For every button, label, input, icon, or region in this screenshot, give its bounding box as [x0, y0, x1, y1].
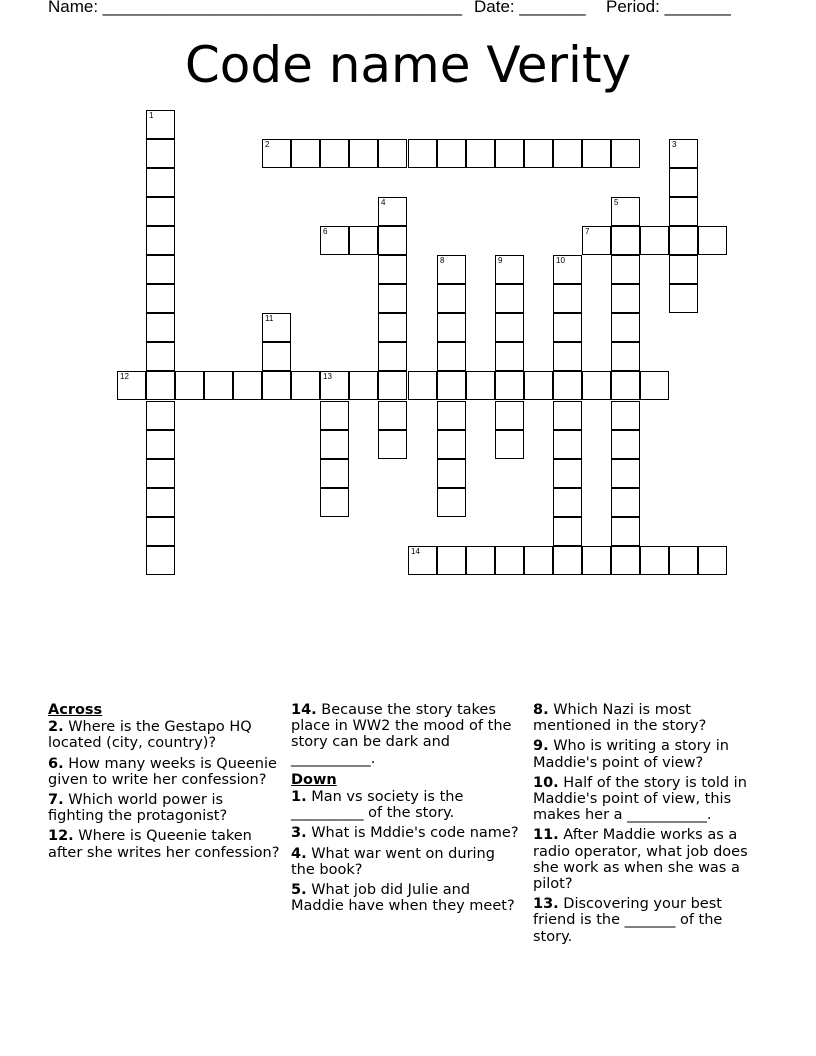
crossword-cell[interactable]	[146, 139, 175, 168]
crossword-cell[interactable]	[437, 313, 466, 342]
crossword-cell[interactable]	[466, 139, 495, 168]
crossword-cell[interactable]	[611, 488, 640, 517]
clues-column-3	[533, 702, 765, 949]
crossword-cell[interactable]	[146, 517, 175, 546]
crossword-cell[interactable]	[175, 371, 204, 400]
crossword-cell[interactable]	[669, 284, 698, 313]
clue-number: 14	[411, 547, 420, 556]
down-clue-4: 4. What war went on during the book?	[291, 845, 495, 878]
down-clue-11: 11. After Maddie works as a radio operator, what job does she work as when she was a pilot?	[533, 827, 748, 893]
crossword-cell[interactable]	[495, 401, 524, 430]
crossword-cell[interactable]	[437, 342, 466, 371]
crossword-cell[interactable]	[117, 371, 146, 400]
crossword-cell[interactable]	[611, 226, 640, 255]
crossword-cell[interactable]	[262, 371, 291, 400]
crossword-cell[interactable]	[669, 197, 698, 226]
crossword-cell[interactable]	[524, 139, 553, 168]
crossword-cell[interactable]	[553, 313, 582, 342]
crossword-cell[interactable]	[146, 168, 175, 197]
crossword-cell[interactable]	[378, 401, 407, 430]
crossword-cell[interactable]	[669, 226, 698, 255]
crossword-cell[interactable]	[582, 226, 611, 255]
crossword-cell[interactable]	[582, 546, 611, 575]
crossword-cell[interactable]	[582, 371, 611, 400]
down-clue-1: 1. Man vs society is the __________ of the story.	[291, 789, 464, 822]
crossword-cell[interactable]	[611, 430, 640, 459]
crossword-cell[interactable]	[378, 197, 407, 226]
down-clue-5: 5. What job did Julie and Maddie have when they meet?	[291, 882, 515, 915]
crossword-cell[interactable]	[698, 546, 727, 575]
crossword-cell[interactable]	[553, 371, 582, 400]
clue-number: 9	[498, 256, 503, 265]
crossword-cell[interactable]	[291, 139, 320, 168]
crossword-cell[interactable]	[437, 546, 466, 575]
clue-number: 8	[440, 256, 445, 265]
crossword-cell[interactable]	[495, 342, 524, 371]
crossword-cell[interactable]	[320, 430, 349, 459]
crossword-cell[interactable]	[553, 546, 582, 575]
crossword-cell[interactable]	[495, 255, 524, 284]
crossword-cell[interactable]	[262, 313, 291, 342]
clue-number: 7	[585, 227, 590, 236]
crossword-cell[interactable]	[553, 255, 582, 284]
crossword-cell[interactable]	[698, 226, 727, 255]
across-clue-2: 2. Where is the Gestapo HQ located (city, country)?	[48, 719, 252, 752]
clue-number: 6	[323, 227, 328, 236]
crossword-cell[interactable]	[466, 546, 495, 575]
clue-number: 11	[265, 314, 274, 323]
clue-number: 10	[556, 256, 565, 265]
crossword-cell[interactable]	[553, 284, 582, 313]
crossword-cell[interactable]	[146, 488, 175, 517]
clue-number: 12	[120, 372, 129, 381]
crossword-cell[interactable]	[408, 546, 437, 575]
crossword-cell[interactable]	[553, 342, 582, 371]
crossword-cell[interactable]	[495, 284, 524, 313]
clue-number: 3	[672, 140, 677, 149]
crossword-cell[interactable]	[669, 255, 698, 284]
crossword-cell[interactable]	[320, 226, 349, 255]
name-field[interactable]: Name: ______________________________________	[48, 0, 463, 16]
crossword-cell[interactable]	[669, 546, 698, 575]
crossword-cell[interactable]	[437, 371, 466, 400]
crossword-cell[interactable]	[611, 284, 640, 313]
down-clue-3: 3. What is Mddie's code name?	[291, 825, 519, 842]
crossword-cell[interactable]	[378, 255, 407, 284]
crossword-cell[interactable]	[669, 139, 698, 168]
crossword-cell[interactable]	[640, 371, 669, 400]
crossword-cell[interactable]	[262, 139, 291, 168]
page-title: Code name Verity	[184, 36, 632, 94]
crossword-cell[interactable]	[611, 342, 640, 371]
crossword-cell[interactable]	[146, 110, 175, 139]
crossword-cell[interactable]	[611, 139, 640, 168]
crossword-cell[interactable]	[146, 430, 175, 459]
crossword-cell[interactable]	[495, 313, 524, 342]
crossword-cell[interactable]	[378, 226, 407, 255]
crossword-cell[interactable]	[611, 371, 640, 400]
clues-column-2	[291, 702, 521, 918]
clue-number: 4	[381, 198, 386, 207]
down-clue-10: 10. Half of the story is told in Maddie's point of view, this makes her a ___________.	[533, 774, 747, 824]
crossword-cell[interactable]	[146, 284, 175, 313]
crossword-cell[interactable]	[320, 488, 349, 517]
crossword-cell[interactable]	[146, 546, 175, 575]
crossword-cell[interactable]	[408, 139, 437, 168]
crossword-cell[interactable]	[146, 459, 175, 488]
across-clue-7: 7. Which world power is fighting the protagonist?	[48, 792, 228, 825]
down-clue-9: 9. Who is writing a story in Maddie's point of view?	[533, 738, 729, 771]
crossword-cell[interactable]	[611, 459, 640, 488]
crossword-cell[interactable]	[349, 139, 378, 168]
crossword-cell[interactable]	[291, 371, 320, 400]
crossword-cell[interactable]	[495, 430, 524, 459]
crossword-cell[interactable]	[408, 371, 437, 400]
crossword-cell[interactable]	[320, 371, 349, 400]
crossword-cell[interactable]	[320, 459, 349, 488]
crossword-cell[interactable]	[349, 371, 378, 400]
crossword-cell[interactable]	[611, 517, 640, 546]
across-clue-12: 12. Where is Queenie taken after she writes her confession?	[48, 828, 280, 861]
crossword-cell[interactable]	[553, 401, 582, 430]
crossword-cell[interactable]	[146, 313, 175, 342]
crossword-cell[interactable]	[378, 371, 407, 400]
crossword-cell[interactable]	[320, 139, 349, 168]
crossword-cell[interactable]	[582, 139, 611, 168]
crossword-cell[interactable]	[437, 401, 466, 430]
clue-number: 13	[323, 372, 332, 381]
crossword-cell[interactable]	[320, 401, 349, 430]
crossword-cell[interactable]	[495, 546, 524, 575]
crossword-cell[interactable]	[553, 517, 582, 546]
crossword-cell[interactable]	[611, 255, 640, 284]
clue-number: 5	[614, 198, 619, 207]
down-clue-8: 8. Which Nazi is most mentioned in the story?	[533, 702, 707, 735]
down-heading: Down	[291, 771, 337, 788]
across-clue-6: 6. How many weeks is Queenie given to write her confession?	[48, 755, 277, 788]
crossword-cell[interactable]	[640, 546, 669, 575]
crossword-cell[interactable]	[378, 342, 407, 371]
crossword-cell[interactable]	[466, 371, 495, 400]
crossword-cell[interactable]	[495, 139, 524, 168]
crossword-cell[interactable]	[437, 430, 466, 459]
crossword-cell[interactable]	[553, 488, 582, 517]
clue-number: 2	[265, 140, 270, 149]
crossword-cell[interactable]	[611, 546, 640, 575]
crossword-cell[interactable]	[378, 284, 407, 313]
crossword-cell[interactable]	[437, 459, 466, 488]
crossword-cell[interactable]	[611, 401, 640, 430]
crossword-cell[interactable]	[553, 459, 582, 488]
down-clue-13: 13. Discovering your best friend is the _______ of the story.	[533, 896, 723, 945]
crossword-cell[interactable]	[437, 255, 466, 284]
crossword-cell[interactable]	[524, 546, 553, 575]
crossword-cell[interactable]	[146, 197, 175, 226]
crossword-cell[interactable]	[553, 430, 582, 459]
crossword-cell[interactable]	[146, 371, 175, 400]
crossword-cell[interactable]	[640, 226, 669, 255]
crossword-cell[interactable]	[146, 226, 175, 255]
crossword-cell[interactable]	[146, 342, 175, 371]
crossword-cell[interactable]	[553, 139, 582, 168]
crossword-cell[interactable]	[437, 488, 466, 517]
crossword-cell[interactable]	[349, 226, 378, 255]
crossword-cell[interactable]	[437, 139, 466, 168]
crossword-cell[interactable]	[146, 255, 175, 284]
clue-number: 1	[149, 111, 154, 120]
across-clue-14: 14. Because the story takes place in WW2 the mood of the story can be dark and ___________.	[291, 702, 512, 767]
crossword-cell[interactable]	[204, 371, 233, 400]
period-field[interactable]: Period: _______	[606, 0, 731, 16]
clues-column-1	[48, 702, 280, 865]
crossword-cell[interactable]	[524, 371, 553, 400]
across-heading: Across	[48, 702, 103, 718]
crossword-cell[interactable]	[669, 168, 698, 197]
crossword-cell[interactable]	[611, 197, 640, 226]
crossword-cell[interactable]	[611, 313, 640, 342]
crossword-cell[interactable]	[378, 430, 407, 459]
crossword-cell[interactable]	[146, 401, 175, 430]
crossword-cell[interactable]	[495, 371, 524, 400]
crossword-cell[interactable]	[233, 371, 262, 400]
crossword-cell[interactable]	[437, 284, 466, 313]
crossword-cell[interactable]	[378, 139, 407, 168]
crossword-cell[interactable]	[378, 313, 407, 342]
date-field[interactable]: Date: _______	[474, 0, 586, 16]
crossword-cell[interactable]	[262, 342, 291, 371]
